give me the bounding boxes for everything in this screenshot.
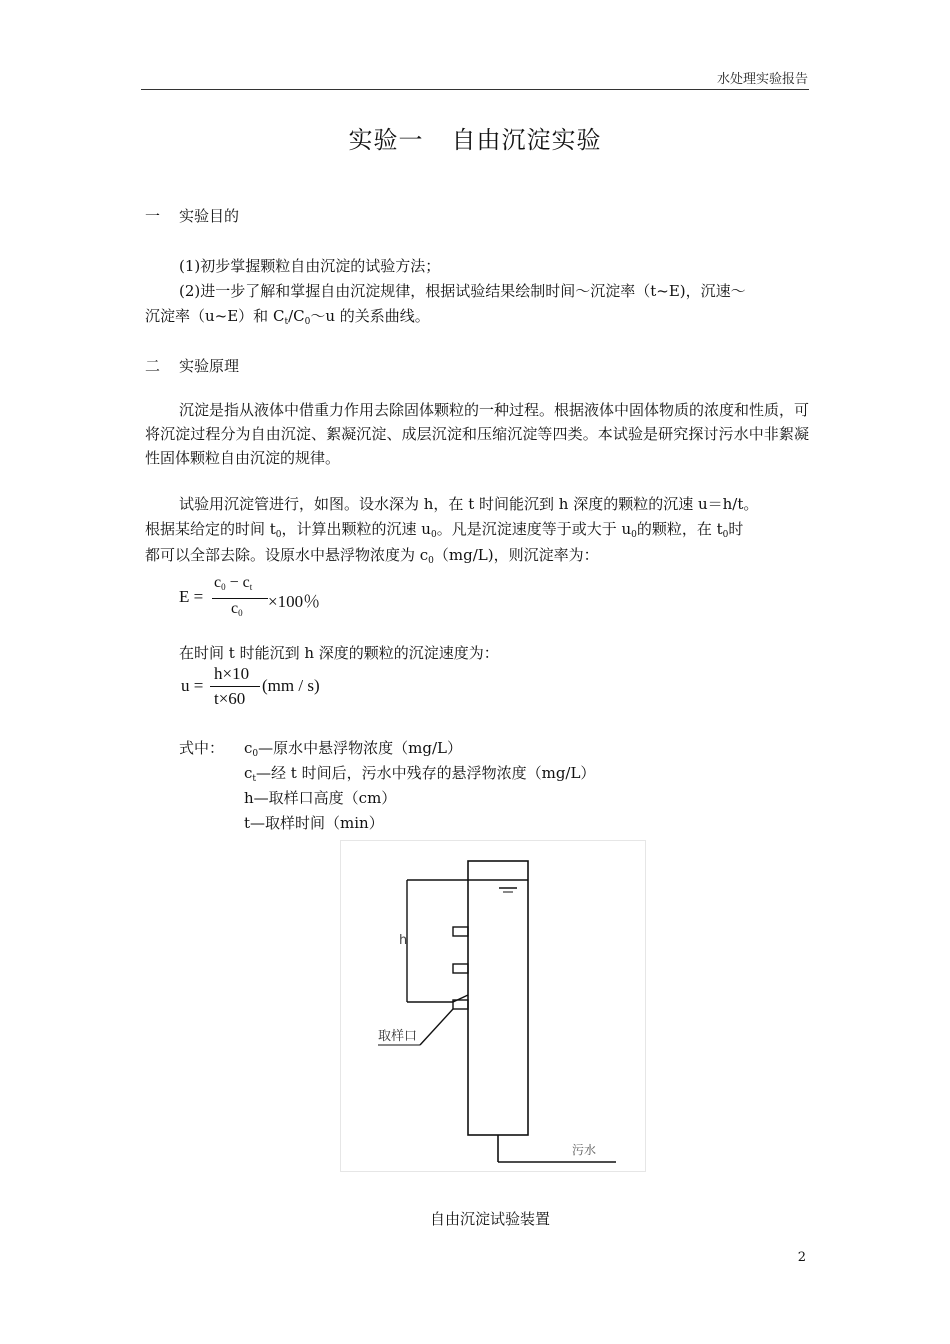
definition-c0: $c_0—$原水中悬浮物浓度（mg/L） [244,739,462,759]
equation-removal-rate-multiplier: ×100％ [268,592,321,611]
sampling-port-leader [420,1009,453,1045]
equation-removal-rate-fraction-bar [212,598,268,599]
definition-t: t—取样时间（min） [244,814,384,832]
principle-paragraph-2-line-3: 都可以全部去除。设原水中悬浮物浓度为 $c_0(mg/L)$，则沉淀率为： [145,546,599,566]
equation-removal-rate-lhs: E = [179,587,204,606]
page-number: 2 [797,1250,806,1265]
equation-velocity-lhs: u = [181,676,204,695]
objective-item-1: (1)初步掌握颗粒自由沉淀的试验方法； [179,257,441,275]
section-1-title: 实验目的 [179,207,240,225]
objective-item-2-line-2: 沉淀率（u~E）和 $C_t/C_0\sim u$ 的关系曲线。 [145,307,430,327]
section-1-number: 一 [145,207,161,225]
definition-h: h—取样口高度（cm） [244,789,397,807]
equation-velocity-fraction-bar [210,686,260,687]
principle-paragraph-2-line-1: 试验用沉淀管进行，如图。设水深为 h，在 t 时间能沉到 h 深度的颗粒的沉速 u＝h/t。 [179,495,759,513]
objective-item-2-line-1: (2)进一步了解和掌握自由沉淀规律，根据试验结果绘制时间～沉淀率（t~E)，沉速～ [179,282,746,300]
title-experiment-name: 自由沉淀实验 [451,126,602,154]
principle-paragraph-1: 沉淀是指从液体中借重力作用去除固体颗粒的一种过程。根据液体中固体物质的浓度和性质，可将沉淀过程分为自由沉淀、絮凝沉淀、成层沉淀和压缩沉淀等四类。本试验是研究探讨污水中非絮凝性固体颗粒自由沉淀的规律。 [145,401,810,467]
figure-frame [341,841,646,1172]
h-dimension-connector [453,995,468,1002]
section-1-heading [145,205,239,226]
title-experiment-number: 实验一 [348,126,424,154]
sampling-port-2 [453,964,468,973]
principle-paragraph-2-line-2: 根据某给定的时间 $t_0$，计算出颗粒的沉速 $u_0$。凡是沉淀速度等于或大于 $u_0$的颗粒，在 $t_0$时 [145,520,744,540]
page-header: 水处理实验报告 [716,72,808,87]
sampling-port-1 [453,927,468,936]
equation-removal-rate-numerator: $c_0 - c_t$ [214,574,253,592]
figure-caption: 自由沉淀试验装置 [429,1210,550,1228]
equation-removal-rate-denominator: $c_0$ [231,600,243,618]
definitions-label: 式中： [179,739,225,757]
settling-column [468,861,528,1135]
header-divider [141,89,809,90]
page-title [0,120,950,155]
settling-column-diagram [340,840,646,1172]
sewage-label: 污水 [572,1143,597,1157]
definition-ct: $c_t—$经 t 时间后，污水中残存的悬浮物浓度（mg/L） [244,764,596,784]
section-2-title: 实验原理 [179,357,240,375]
h-label: h [399,933,408,948]
section-2-heading [145,355,239,376]
equation-velocity-unit: (mm / s) [262,676,320,695]
equation-velocity-numerator: h×10 [214,664,250,683]
velocity-intro: 在时间 t 时能沉到 h 深度的颗粒的沉淀速度为： [179,644,499,662]
equation-velocity-denominator: t×60 [214,689,246,708]
section-2-number: 二 [145,357,161,375]
sampling-port-label: 取样口 [378,1029,418,1044]
